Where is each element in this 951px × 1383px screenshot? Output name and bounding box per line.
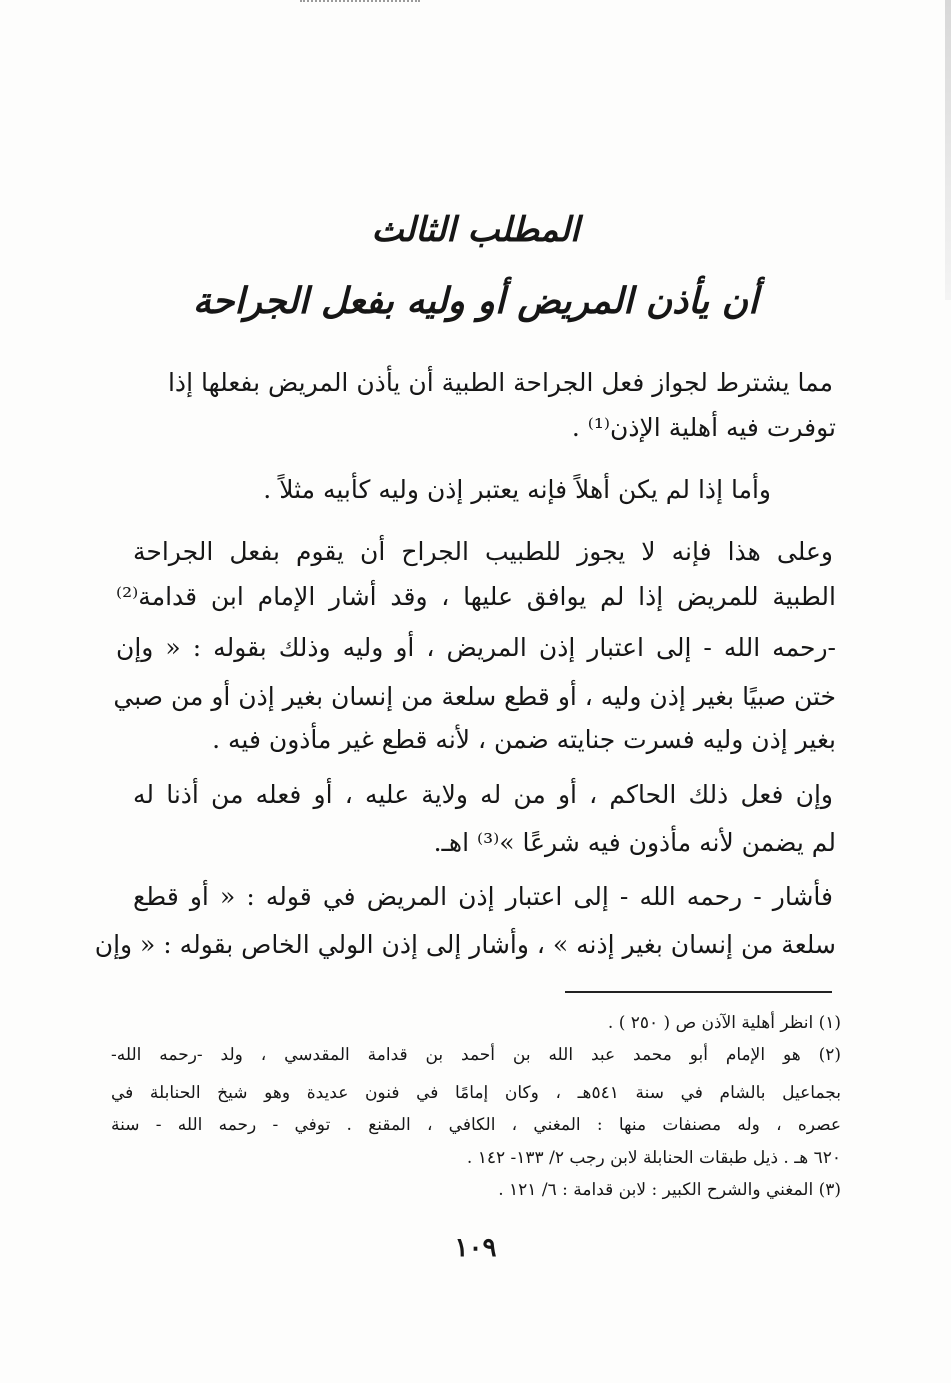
paragraph-4-line-1: وإن فعل ذلك الحاكم ، أو من له ولاية عليه ، أو فعله من أذنا له xyxy=(133,780,833,809)
paragraph-3-line-1: وعلى هذا فإنه لا يجوز للطبيب الجراح أن يقوم بفعل الجراحة xyxy=(133,537,833,566)
section-subtitle: أن يأذن المريض أو وليه بفعل الجراحة xyxy=(192,280,759,322)
footnote-1: (١) انظر أهلية الآذن ص ( ٢٥٠ ) . xyxy=(607,1013,841,1033)
paragraph-3-line-5: بغير إذن وليه فسرت جنايته ضمن ، لأنه قطع غير مأذون فيه . xyxy=(212,725,836,754)
page-number: ١٠٩ xyxy=(454,1233,497,1263)
footnote-separator xyxy=(565,991,832,993)
footnote-2-line-4: ٦٢٠ هـ . ذيل طبقات الحنابلة لابن رجب ٢/ ١٣٣- ١٤٢ . xyxy=(466,1148,841,1168)
paragraph-5-line-2: سلعة من إنسان بغير إذنه » ، وأشار إلى إذن الولي الخاص بقوله : « وإن xyxy=(94,930,836,959)
top-edge-dashes xyxy=(300,0,420,8)
footnote-3: (٣) المغني والشرح الكبير : لابن قدامة : ٦/ ١٢١ . xyxy=(498,1180,841,1200)
paragraph-1-line-1: مما يشترط لجواز فعل الجراحة الطبية أن يأذن المريض بفعلها إذا xyxy=(167,368,833,397)
paragraph-3-line-3: -رحمه الله - إلى اعتبار إذن المريض ، أو وليه وذلك بقوله : « وإن xyxy=(116,633,836,662)
scan-edge-shadow xyxy=(945,0,951,300)
paragraph-3-line-4: ختن صبيًا بغير إذن وليه ، أو قطع سلعة من إنسان بغير إذن أو من صبي xyxy=(113,682,836,711)
paragraph-1-line-2: توفرت فيه أهلية الإذن⁽¹⁾ . xyxy=(571,413,836,442)
section-title: المطلب الثالث xyxy=(371,210,580,250)
paragraph-2-line-1: وأما إذا لم يكن أهلاً فإنه يعتبر إذن وليه كأبيه مثلاً . xyxy=(263,475,771,504)
paragraph-5-line-1: فأشار - رحمه الله - إلى اعتبار إذن المريض في قوله : « أو قطع xyxy=(133,882,833,911)
paragraph-4-line-2: لم يضمن لأنه مأذون فيه شرعًا »⁽³⁾ اهـ. xyxy=(433,828,836,857)
paragraph-3-line-2: الطبية للمريض إذا لم يوافق عليها ، وقد أشار الإمام ابن قدامة⁽²⁾ xyxy=(116,582,836,611)
footnote-2-line-2: بجماعيل بالشام في سنة ٥٤١هـ ، وكان إمامًا في فنون عديدة وهو شيخ الحنابلة في xyxy=(111,1083,841,1103)
footnote-2-line-1: (٢) هو الإمام أبو محمد عبد الله بن أحمد بن قدامة المقدسي ، ولد -رحمه الله- xyxy=(111,1045,841,1065)
footnote-2-line-3: عصره ، وله مصنفات منها : المغني ، الكافي ، المقنع . توفي - رحمه الله - سنة xyxy=(111,1115,841,1135)
